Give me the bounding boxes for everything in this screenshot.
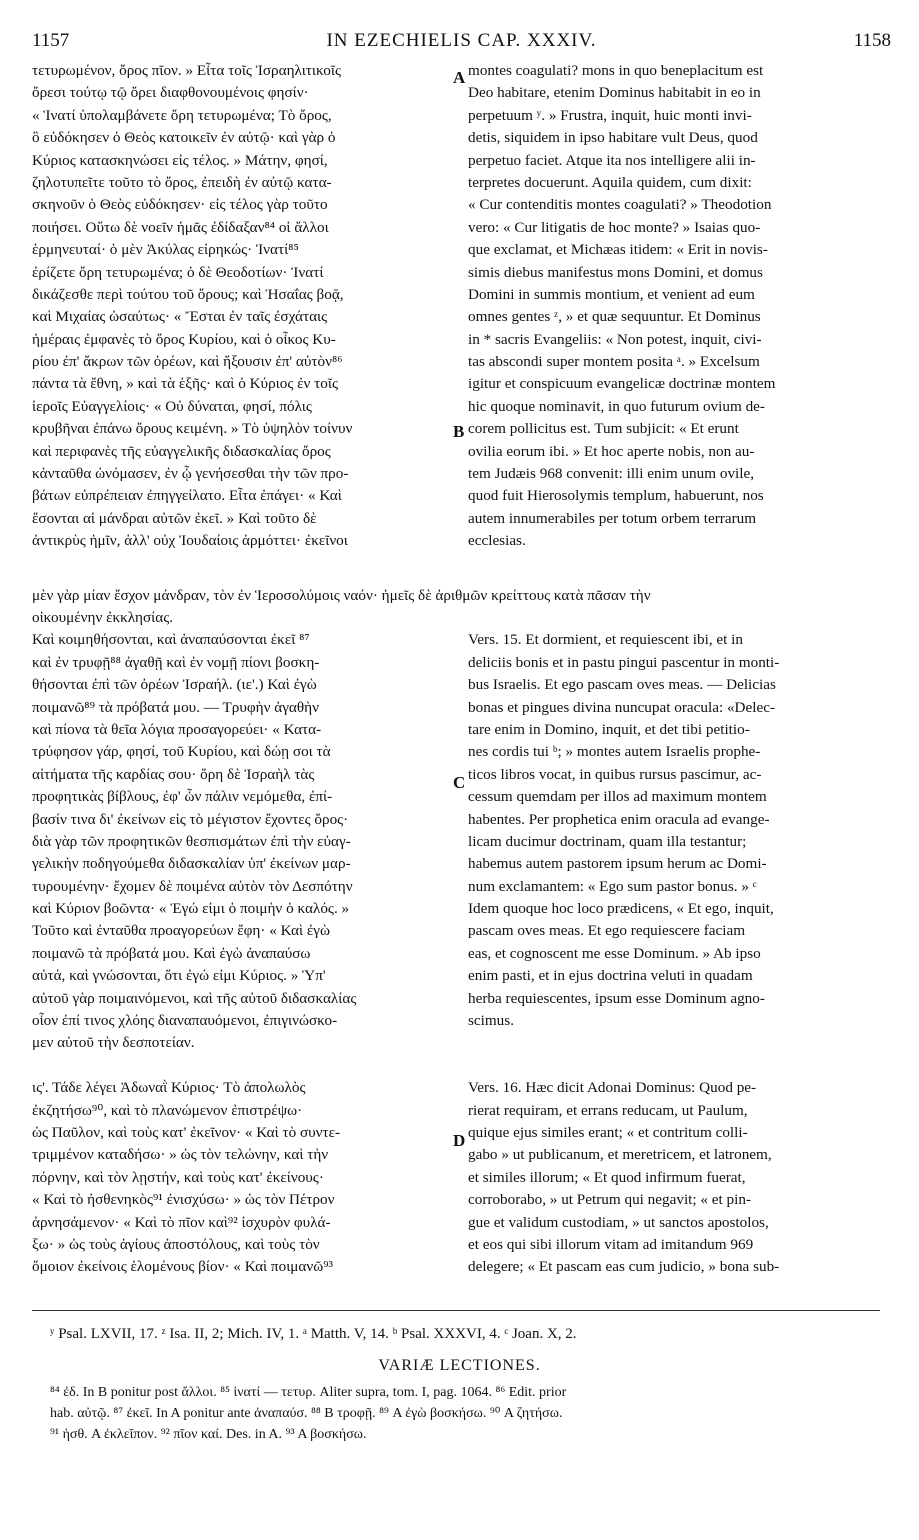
greek-text-line: σκηνοῦν ὁ Θεὸς εὐδόκησεν· εἰς τέλος γὰρ τοῦτο bbox=[32, 196, 328, 214]
latin-text-line: tas abscondi super montem posita ᵃ. » Excelsum bbox=[468, 353, 760, 371]
greek-text-line: Κύριος κατασκηνώσει εἰς τέλος. » Μάτην, φησί, bbox=[32, 151, 328, 169]
latin-text-line: Vers. 16. Hæc dicit Adonai Dominus: Quod pe- bbox=[468, 1079, 757, 1097]
greek-text-line: ποιμανῶ τὰ πρόβατά μου. Καὶ ἐγὼ ἀναπαύσω bbox=[32, 944, 311, 962]
latin-text-line bbox=[468, 1032, 880, 1054]
greek-text-line: καὶ Μιχαίας ὡσαύτως· « Ἔσται ἐν ταῖς ἐσχάταις bbox=[32, 308, 328, 326]
greek-text-line: κρυβῆναι ἐπάνω ὄρους κειμένη. » Τὸ ὑψηλὸν τοίνυν bbox=[32, 420, 353, 438]
footnotes: ʸ Psal. LXVII, 17. ᶻ Isa. II, 2; Mich. IV, 1. ᵃ Matth. V, 14. ᵇ Psal. XXXVI, 4. ᶜ Joan. X, 2. bbox=[50, 1326, 577, 1342]
greek-text-line: οἷον ἐπί τινος χλόης διαναπαυόμενοι, ἐπιγινώσκο- bbox=[32, 1012, 338, 1030]
latin-text-line: habentes. Per prophetica enim oracula ad evange- bbox=[468, 810, 770, 828]
greek-text-line: αἰτήματα τῆς καρδίας σου· ὄρη δὲ Ἰσραὴλ τὰς bbox=[32, 765, 315, 783]
latin-text-line: ovilia eorum ibi. » Et hoc aperte nobis, non au- bbox=[468, 442, 755, 460]
greek-text-line: καὶ ἐν τρυφῇ⁸⁸ ἀγαθῇ καὶ ἐν νομῇ πίονι βοσκη- bbox=[32, 653, 320, 671]
greek-text-line: Τοῦτο καὶ ἐνταῦθα προαγορεύων ἔφη· « Καὶ ἐγὼ bbox=[32, 922, 330, 940]
greek-text-line: μεν αὐτοῦ τὴν δεσποτείαν. bbox=[32, 1034, 195, 1052]
latin-text-line: enim pasti, et in ejus doctrina veluti in quadam bbox=[468, 967, 753, 985]
greek-text-line: ὃ εὐδόκησεν ὁ Θεὸς κατοικεῖν ἐν αὐτῷ· καὶ γὰρ ὁ bbox=[32, 129, 336, 147]
latin-text-line: pascam oves meas. Et ego requiescere faciam bbox=[468, 922, 746, 940]
latin-text-line: Domini in summis montium, et venient ad eum bbox=[468, 285, 755, 303]
latin-text-line: scimus. bbox=[468, 1012, 514, 1030]
latin-text-line: montes coagulati? mons in quo beneplacitum est bbox=[468, 62, 764, 79]
greek-text-line: ἀρνησάμενον· « Καὶ τὸ πῖον καὶ⁹² ἰσχυρὸν φυλά- bbox=[32, 1213, 331, 1231]
variant-reading-line: ⁹¹ ἡσθ. A ἐκλεῖπον. ⁹² πῖον καί. Des. in A. ⁹³ A βοσκήσω. bbox=[50, 1427, 367, 1442]
latin-text-line: corem pollicitus est. Tum subjicit: « Et erunt bbox=[468, 420, 739, 438]
latin-text-line: ecclesias. bbox=[468, 532, 526, 550]
latin-text-line: eas, et cognoscent me esse Dominum. » Ab ipso bbox=[468, 944, 761, 962]
greek-text-line: τριμμένον καταδήσω· » ὡς τὸν τελώνην, καὶ τὴν bbox=[32, 1146, 329, 1164]
greek-text-line: καὶ Κύριον βοῶντα· « Ἐγώ εἰμι ὁ ποιμὴν ὁ καλός. » bbox=[32, 900, 350, 918]
latin-text-line: Idem quoque hoc loco prædicens, « Et ego, inquit, bbox=[468, 900, 774, 918]
page-header bbox=[32, 30, 891, 58]
greek-text-line: ποιήσει. Οὕτω δὲ νοεῖν ἡμᾶς ἐδίδαξαν⁸⁴ οἱ ἄλλοι bbox=[32, 218, 329, 236]
latin-text-line: que exclamat, et Michæas itidem: « Erit in novis- bbox=[468, 241, 768, 259]
greek-text-line: ἐκζητήσω⁹⁰, καὶ τὸ πλανώμενον ἐπιστρέψω· bbox=[32, 1101, 303, 1119]
greek-text-line: « Ἱνατί ὑπολαμβάνετε ὄρη τετυρωμένα; Τὸ ὄρος, bbox=[32, 106, 332, 124]
margin-letter-d: D bbox=[453, 1131, 466, 1150]
margin-letter-a: A bbox=[453, 68, 466, 87]
latin-text-line: quique ejus similes erant; « et contritum colli- bbox=[468, 1123, 748, 1141]
greek-text-line: πάντα τὰ ἔθνη, » καὶ τὰ ἑξῆς· καὶ ὁ Κύριος ἐν τοῖς bbox=[32, 375, 338, 393]
greek-text-line: αὐτά, καὶ γνώσονται, ὅτι ἐγώ εἰμι Κύριος. » Ὑπ' bbox=[32, 967, 326, 985]
latin-text-line bbox=[468, 607, 880, 629]
variae-lectiones-title: VARIÆ LECTIONES. bbox=[378, 1357, 541, 1374]
latin-text-line: gue et validum custodiam, » ut sanctos apostolos, bbox=[468, 1213, 769, 1231]
greek-text-line: τυρουμένην· ἔχομεν δὲ ποιμένα αὐτὸν τὸν Δεσπότην bbox=[32, 877, 353, 895]
greek-text-line: γελικὴν ποδηγούμεθα διδασκαλίαν ὑπ' ἐκείνων μαρ- bbox=[32, 855, 351, 873]
running-title: IN EZECHIELIS CAP. XXXIV. bbox=[326, 30, 597, 51]
latin-text-line: deliciis bonis et in pastu pingui pascentur in monti- bbox=[468, 653, 780, 671]
latin-text-line: num exclamantem: « Ego sum pastor bonus. » ᶜ bbox=[468, 877, 757, 895]
greek-text-line: οἰκουμένην ἐκκλησίας. bbox=[32, 609, 174, 626]
greek-text-line: Καὶ κοιμηθήσονται, καὶ ἀναπαύσονται ἐκεῖ ⁸⁷ bbox=[32, 631, 310, 649]
latin-text-line: habemus autem pastorem ipsum herum ac Domi- bbox=[468, 855, 767, 873]
greek-text-line: τετυρωμένον, ὄρος πῖον. » Εἶτα τοῖς Ἰσραηλιτικοῖς bbox=[32, 62, 341, 79]
latin-text-line: tare enim in Domino, inquit, et det tibi petitio- bbox=[468, 720, 750, 738]
variae-lectiones bbox=[50, 1382, 880, 1445]
greek-text-line: ρίου ἐπ' ἄκρων τῶν ὀρέων, καὶ ἥξουσιν ἐπ' αὐτὸν⁸⁶ bbox=[32, 353, 343, 371]
greek-text-line: ἀντικρὺς ἡμῖν, ἀλλ' οὐχ Ἰουδαίοις ἁρμόττει· ἐκεῖνοι bbox=[32, 532, 348, 550]
page-number-right: 1158 bbox=[853, 30, 891, 51]
greek-text-line: ις'. Τάδε λέγει Ἀδωναῒ Κύριος· Τὸ ἀπολωλὸς bbox=[32, 1079, 306, 1097]
latin-text-line: in * sacris Evangeliis: « Non potest, inquit, civi- bbox=[468, 330, 762, 348]
latin-text-line: tem Judæis 968 convenit: illi enim unum ovile, bbox=[468, 465, 755, 483]
latin-text-line: nes cordis tui ᵇ; » montes autem Israelis prophe- bbox=[468, 743, 761, 761]
greek-column-lower bbox=[32, 607, 450, 1279]
greek-text-line: τρύφησον γάρ, φησί, τοῦ Κυρίου, καὶ δώῃ σοι τὰ bbox=[32, 743, 331, 761]
latin-text-line: simis diebus manifestus mons Domini, et domus bbox=[468, 263, 763, 281]
greek-text-line: « Καὶ τὸ ἠσθενηκὸς⁹¹ ἐνισχύσω· » ὡς τὸν Πέτρον bbox=[32, 1191, 335, 1209]
variant-reading-line: hab. αὐτῷ. ⁸⁷ ἐκεῖ. In A ponitur ante ἀναπαύσ. ⁸⁸ B τροφῇ. ⁸⁹ A ἐγὼ βοσκήσω. ⁹⁰ A ζητήσω. bbox=[50, 1406, 563, 1421]
greek-text-line: καὶ πίονα τὰ θεῖα λόγια προσαγορεύει· « Κατα- bbox=[32, 720, 322, 738]
latin-text-line: bonas et pingues divina nuncupat oracula: «Delec- bbox=[468, 698, 776, 716]
latin-text-line: quod fuit Hierosolymis templum, habuerunt, nos bbox=[468, 487, 764, 505]
spanning-line: μὲν γὰρ μίαν ἔσχον μάνδραν, τὸν ἐν Ἱεροσολύμοις ναόν· ἡμεῖς δὲ ἀριθμῶν κρείττους κατὰ πᾶσαν τὴν bbox=[32, 587, 651, 604]
greek-text-line: ὅμοιον ἐκείνοις ἑλομένους βίον· « Καὶ ποιμανῶ⁹³ bbox=[32, 1258, 334, 1276]
latin-text-line: detis, siquidem in ipso habitare vult Deus, quod bbox=[468, 129, 758, 147]
latin-text-line: hic quoque nominavit, in quo futurum ovium de- bbox=[468, 397, 765, 415]
latin-text-line: omnes gentes ᶻ, » et quæ sequuntur. Et Dominus bbox=[468, 308, 761, 326]
latin-column-lower bbox=[468, 607, 880, 1279]
latin-text-line: et eos qui sibi illorum vitam ad imitandum 969 bbox=[468, 1235, 754, 1253]
latin-text-line: delegere; « Et pascam eas cum judicio, » bona sub- bbox=[468, 1258, 780, 1276]
latin-text-line bbox=[468, 1055, 880, 1077]
greek-text-line: ἔσονται αἱ μάνδραι αὐτῶν ἐκεῖ. » Καὶ τοῦτο δὲ bbox=[32, 509, 317, 527]
latin-text-line: ticos libros vocat, in quibus rursus pascimur, ac- bbox=[468, 765, 762, 783]
latin-text-line: terpretes docuerunt. Aquila quidem, cum dixit: bbox=[468, 173, 752, 191]
greek-column-upper bbox=[32, 60, 450, 553]
greek-text-line: ἑρμηνευταί· ὁ μὲν Ἀκύλας εἰρηκώς· Ἱνατί⁸⁵ bbox=[32, 241, 299, 259]
latin-text-line: Vers. 15. Et dormient, et requiescent ibi, et in bbox=[468, 631, 743, 649]
page-number-left: 1157 bbox=[32, 30, 70, 51]
latin-text-line: vero: « Cur litigatis de hoc monte? » Isaias quo- bbox=[468, 218, 761, 236]
greek-text-line: δικάζεσθε περὶ τούτου τοῦ ὄρους; καὶ Ἡσαΐας βοᾷ, bbox=[32, 285, 344, 303]
margin-letter-c: C bbox=[453, 773, 466, 792]
greek-text-line bbox=[32, 1055, 450, 1077]
greek-text-line: ζηλοτυπεῖτε τοῦτο τὸ ὄρος, ἐπειδὴ ἐν αὐτῷ κατα- bbox=[32, 173, 332, 191]
greek-text-line: ἱεροῖς Εὐαγγελίοις· « Οὐ δύναται, φησί, πόλις bbox=[32, 397, 312, 415]
latin-text-line: igitur et conspicuum evangelicæ doctrinæ montem bbox=[468, 375, 776, 393]
greek-text-line: καὶ περιφανὲς τῆς εὐαγγελικῆς διδασκαλίας ὄρος bbox=[32, 442, 331, 460]
latin-text-line: perpetuo faciet. Atque ita nos intelligere alii in- bbox=[468, 151, 756, 169]
margin-letter-b: B bbox=[453, 422, 465, 441]
greek-text-line: ἐρίζετε ὄρη τετυρωμένα; ὁ δὲ Θεοδοτίων· Ἱνατί bbox=[32, 263, 324, 281]
greek-text-line: ἡμέραις ἐμφανὲς τὸ ὄρος Κυρίου, καὶ ὁ οἶκος Κυ- bbox=[32, 330, 336, 348]
greek-text-line: προφητικὰς βίβλους, ἐφ' ὧν πάλιν νεμόμεθα, ἐπί- bbox=[32, 788, 333, 806]
latin-text-line: Deo habitare, etenim Dominus habitabit in eo in bbox=[468, 84, 761, 102]
greek-text-line: διὰ γὰρ τῶν προφητικῶν θεσπισμάτων ἐπὶ τὴν εὐαγ- bbox=[32, 832, 351, 850]
latin-text-line: cessum quemdam per illos ad maximum montem bbox=[468, 788, 767, 806]
latin-text-line: gabo » ut publicanum, et meretricem, et latronem, bbox=[468, 1146, 772, 1164]
greek-text-line: ξω· » ὡς τοὺς ἁγίους ἀποστόλους, καὶ τοὺς τὸν bbox=[32, 1235, 320, 1253]
latin-text-line: herba requiescentes, ipsum esse Dominum agno- bbox=[468, 989, 765, 1007]
latin-text-line: licam ducimur doctrinam, quam illa testantur; bbox=[468, 832, 747, 850]
latin-text-line: rierat requiram, et errans reducam, ut Paulum, bbox=[468, 1101, 748, 1119]
latin-text-line: bus Israelis. Et ego pascam oves meas. — Delicias bbox=[468, 676, 776, 694]
footnote-rule bbox=[32, 1310, 880, 1311]
greek-text-line: αὐτοῦ γὰρ ποιμαινόμενοι, καὶ τῆς αὐτοῦ διδασκαλίας bbox=[32, 989, 357, 1007]
greek-text-line: θήσονται ἐπὶ τῶν ὀρέων Ἰσραήλ. (ιε'.) Καὶ ἐγὼ bbox=[32, 676, 317, 694]
greek-text-line: ὡς Παῦλον, καὶ τοὺς κατ' ἐκεῖνον· « Καὶ τὸ συντε- bbox=[32, 1123, 341, 1141]
greek-text-line: ποιμανῶ⁸⁹ τὰ πρόβατά μου. — Τρυφὴν ἀγαθὴν bbox=[32, 698, 319, 716]
latin-text-line: « Cur contenditis montes coagulati? » Theodotion bbox=[468, 196, 772, 214]
greek-text-line: πόρνην, καὶ τὸν λῃστήν, καὶ τοὺς κατ' ἐκείνους· bbox=[32, 1168, 324, 1186]
greek-text-line: βάτων εὐπρέπειαν ἐπηγγείλατο. Εἶτα ἐπάγει· « Καὶ bbox=[32, 487, 342, 505]
greek-text-line: κἀνταῦθα ὠνόμασεν, ἐν ᾧ γενήσεσθαι τὴν τῶν προ- bbox=[32, 465, 349, 483]
variant-reading-line: ⁸⁴ ἐδ. In B ponitur post ἄλλοι. ⁸⁵ ἱνατί — τετυρ. Aliter supra, tom. I, pag. 1064. ⁸⁶ Edit. prior bbox=[50, 1385, 567, 1400]
latin-column-upper bbox=[468, 60, 880, 553]
latin-text-line: corroborabo, » ut Petrum qui negavit; « et pin- bbox=[468, 1191, 752, 1209]
greek-text-line: ὄρεσι τούτῳ τῷ ὄρει διαφθονουμένοις φησίν· bbox=[32, 84, 309, 102]
latin-text-line: perpetuum ʸ. » Frustra, inquit, huic monti invi- bbox=[468, 106, 752, 124]
latin-text-line: autem innumerabiles per totum orbem terrarum bbox=[468, 509, 757, 527]
latin-text-line: et similes illorum; « Et quod infirmum fuerat, bbox=[468, 1168, 746, 1186]
greek-text-line: βασίν τινα δι' ἐκείνων εἰς τὸ μέγιστον ἔχοντες ὄρος· bbox=[32, 810, 349, 828]
